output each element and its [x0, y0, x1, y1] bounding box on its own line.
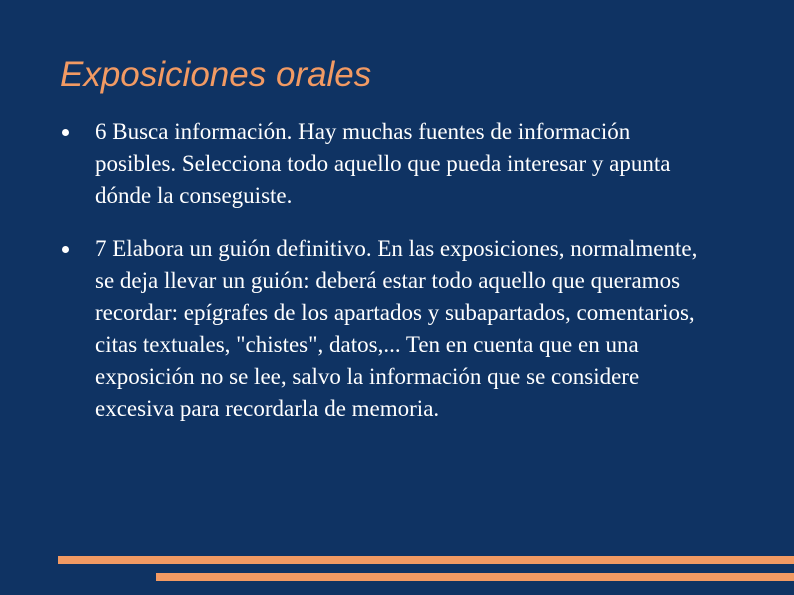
- bullet-dot-icon: [62, 246, 69, 253]
- slide-title: Exposiciones orales: [60, 55, 372, 94]
- bullet-text: 6 Busca información. Hay muchas fuentes de información posibles. Selecciona todo aquello que pueda interesar y apunta dónde la conseguiste.: [95, 119, 671, 208]
- bullet-text: 7 Elabora un guión definitivo. En las exposiciones, normalmente, se deja llevar un guión: deberá estar todo aquello que queramos recordar: epígrafes de los apartados y subapartados, comentarios, citas textuales, "chistes", datos,... Ten en cuenta que en una exposición no se lee, salvo la información que se considere excesiva para recordarla de memoria.: [95, 236, 698, 421]
- decorative-bar-top: [58, 556, 794, 564]
- bullet-item: [60, 233, 710, 425]
- bullet-item: [60, 116, 710, 212]
- bullet-list: [60, 116, 710, 446]
- bullet-dot-icon: [62, 129, 69, 136]
- decorative-bar-bottom: [156, 573, 794, 581]
